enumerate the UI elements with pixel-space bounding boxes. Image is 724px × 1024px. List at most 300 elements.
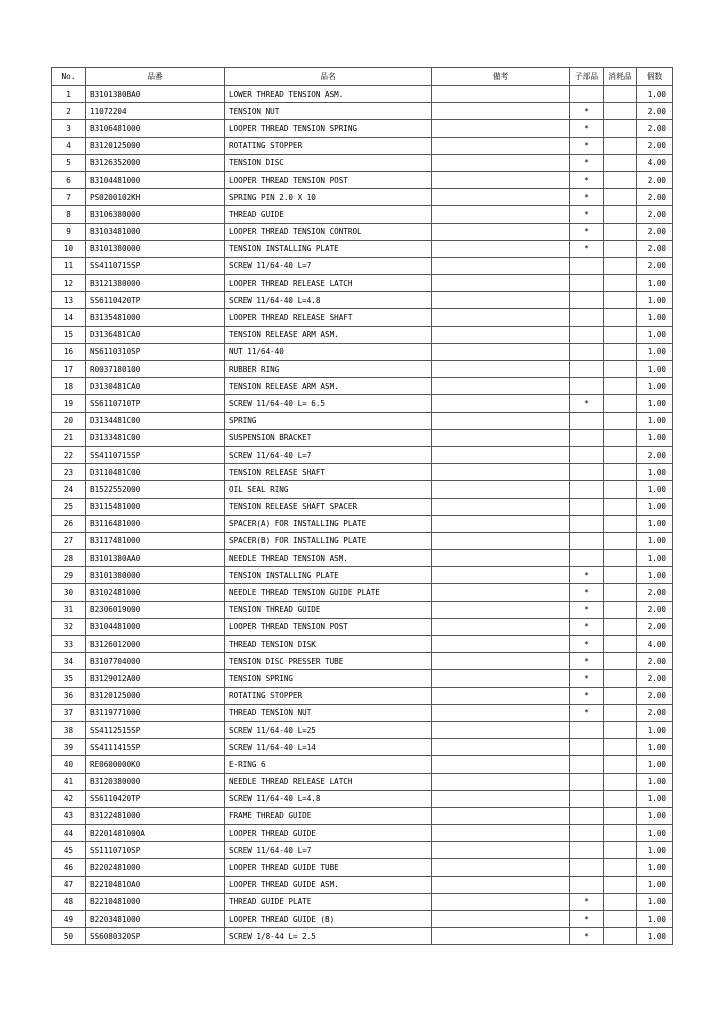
cell-consumable: [604, 532, 637, 549]
cell-consumable: [604, 343, 637, 360]
cell-child-part: *: [570, 103, 604, 120]
cell-quantity: 1.00: [637, 721, 673, 738]
cell-quantity: 1.00: [637, 515, 673, 532]
cell-name: SCREW 1/8-44 L= 2.5: [225, 928, 432, 945]
cell-consumable: [604, 240, 637, 257]
cell-no: 25: [52, 498, 86, 515]
cell-consumable: [604, 326, 637, 343]
cell-no: 44: [52, 825, 86, 842]
table-row: [52, 721, 673, 738]
header-no: No.: [52, 68, 86, 86]
cell-child-part: [570, 412, 604, 429]
header-child-part: 子部品: [570, 68, 604, 86]
table-row: [52, 464, 673, 481]
cell-quantity: 2.00: [637, 257, 673, 274]
cell-child-part: *: [570, 240, 604, 257]
cell-part-no: 11072204: [86, 103, 225, 120]
cell-quantity: 2.00: [637, 223, 673, 240]
cell-remarks: [432, 343, 570, 360]
cell-remarks: [432, 515, 570, 532]
table-row: [52, 739, 673, 756]
cell-no: 31: [52, 601, 86, 618]
cell-child-part: *: [570, 893, 604, 910]
cell-quantity: 1.00: [637, 343, 673, 360]
cell-quantity: 2.00: [637, 137, 673, 154]
cell-no: 20: [52, 412, 86, 429]
cell-quantity: 1.00: [637, 567, 673, 584]
cell-remarks: [432, 498, 570, 515]
cell-quantity: 1.00: [637, 807, 673, 824]
cell-consumable: [604, 429, 637, 446]
cell-name: SCREW 11/64-40 L=25: [225, 721, 432, 738]
cell-child-part: [570, 842, 604, 859]
cell-part-no: R0037180100: [86, 361, 225, 378]
cell-child-part: *: [570, 928, 604, 945]
cell-consumable: [604, 773, 637, 790]
cell-child-part: [570, 532, 604, 549]
table-row: [52, 361, 673, 378]
cell-part-no: SS6080320SP: [86, 928, 225, 945]
table-row: [52, 773, 673, 790]
cell-quantity: 1.00: [637, 928, 673, 945]
cell-name: FRAME THREAD GUIDE: [225, 807, 432, 824]
cell-quantity: 1.00: [637, 859, 673, 876]
cell-remarks: [432, 584, 570, 601]
cell-part-no: B3106481000: [86, 120, 225, 137]
cell-remarks: [432, 721, 570, 738]
table-row: [52, 893, 673, 910]
cell-part-no: D3136481CA0: [86, 326, 225, 343]
cell-consumable: [604, 206, 637, 223]
cell-no: 22: [52, 446, 86, 463]
cell-quantity: 1.00: [637, 532, 673, 549]
cell-remarks: [432, 154, 570, 171]
cell-part-no: SS4110715SP: [86, 257, 225, 274]
cell-remarks: [432, 481, 570, 498]
table-row: [52, 154, 673, 171]
cell-remarks: [432, 825, 570, 842]
cell-quantity: 4.00: [637, 636, 673, 653]
cell-no: 9: [52, 223, 86, 240]
cell-consumable: [604, 876, 637, 893]
cell-consumable: [604, 86, 637, 103]
table-row: [52, 103, 673, 120]
table-row: [52, 481, 673, 498]
cell-name: SCREW 11/64-40 L=7: [225, 257, 432, 274]
cell-quantity: 2.00: [637, 103, 673, 120]
cell-no: 24: [52, 481, 86, 498]
cell-name: NEEDLE THREAD TENSION ASM.: [225, 550, 432, 567]
parts-list-table: [51, 67, 673, 945]
cell-child-part: [570, 498, 604, 515]
cell-part-no: B3126012000: [86, 636, 225, 653]
cell-child-part: *: [570, 618, 604, 635]
cell-quantity: 1.00: [637, 498, 673, 515]
cell-no: 43: [52, 807, 86, 824]
cell-part-no: B3107704000: [86, 653, 225, 670]
table-header-row: [52, 68, 673, 86]
cell-part-no: B3101380AA0: [86, 550, 225, 567]
cell-child-part: [570, 773, 604, 790]
table-row: [52, 636, 673, 653]
cell-remarks: [432, 893, 570, 910]
cell-remarks: [432, 292, 570, 309]
cell-no: 5: [52, 154, 86, 171]
cell-remarks: [432, 618, 570, 635]
cell-child-part: [570, 876, 604, 893]
cell-part-no: B3135481000: [86, 309, 225, 326]
cell-child-part: [570, 257, 604, 274]
table-row: [52, 807, 673, 824]
cell-child-part: *: [570, 584, 604, 601]
cell-remarks: [432, 361, 570, 378]
cell-no: 13: [52, 292, 86, 309]
cell-part-no: SS1110710SP: [86, 842, 225, 859]
cell-remarks: [432, 807, 570, 824]
cell-child-part: *: [570, 206, 604, 223]
cell-quantity: 1.00: [637, 326, 673, 343]
table-row: [52, 309, 673, 326]
cell-child-part: [570, 309, 604, 326]
cell-consumable: [604, 498, 637, 515]
cell-name: LOOPER THREAD TENSION SPRING: [225, 120, 432, 137]
cell-no: 38: [52, 721, 86, 738]
cell-name: SCREW 11/64-40 L=14: [225, 739, 432, 756]
table-row: [52, 825, 673, 842]
cell-no: 35: [52, 670, 86, 687]
cell-quantity: 2.00: [637, 189, 673, 206]
cell-remarks: [432, 756, 570, 773]
cell-no: 6: [52, 171, 86, 188]
cell-child-part: [570, 825, 604, 842]
table-row: [52, 876, 673, 893]
cell-name: NEEDLE THREAD TENSION GUIDE PLATE: [225, 584, 432, 601]
cell-part-no: B3117481000: [86, 532, 225, 549]
cell-remarks: [432, 670, 570, 687]
table-row: [52, 189, 673, 206]
cell-quantity: 1.00: [637, 464, 673, 481]
cell-remarks: [432, 257, 570, 274]
cell-no: 21: [52, 429, 86, 446]
cell-child-part: *: [570, 636, 604, 653]
header-remarks: 備考: [432, 68, 570, 86]
cell-part-no: B3126352000: [86, 154, 225, 171]
cell-part-no: SS6110420TP: [86, 292, 225, 309]
table-row: [52, 550, 673, 567]
table-row: [52, 928, 673, 945]
cell-no: 17: [52, 361, 86, 378]
cell-child-part: [570, 807, 604, 824]
cell-no: 10: [52, 240, 86, 257]
cell-part-no: B3122481000: [86, 807, 225, 824]
cell-name: TENSION RELEASE SHAFT: [225, 464, 432, 481]
cell-name: THREAD TENSION NUT: [225, 704, 432, 721]
cell-consumable: [604, 825, 637, 842]
cell-quantity: 1.00: [637, 412, 673, 429]
cell-no: 4: [52, 137, 86, 154]
cell-child-part: *: [570, 171, 604, 188]
cell-remarks: [432, 429, 570, 446]
cell-name: ROTATING STOPPER: [225, 137, 432, 154]
cell-quantity: 1.00: [637, 893, 673, 910]
table-row: [52, 171, 673, 188]
cell-consumable: [604, 412, 637, 429]
cell-remarks: [432, 464, 570, 481]
cell-name: LOOPER THREAD GUIDE ASM.: [225, 876, 432, 893]
cell-child-part: *: [570, 704, 604, 721]
cell-part-no: D3130481CA0: [86, 378, 225, 395]
table-row: [52, 670, 673, 687]
cell-part-no: SS4111415SP: [86, 739, 225, 756]
cell-name: THREAD TENSION DISK: [225, 636, 432, 653]
cell-no: 37: [52, 704, 86, 721]
cell-name: LOOPER THREAD GUIDE (B): [225, 911, 432, 928]
cell-remarks: [432, 395, 570, 412]
cell-child-part: [570, 464, 604, 481]
cell-quantity: 1.00: [637, 481, 673, 498]
cell-quantity: 1.00: [637, 395, 673, 412]
cell-name: LOOPER THREAD RELEASE SHAFT: [225, 309, 432, 326]
cell-remarks: [432, 240, 570, 257]
cell-remarks: [432, 842, 570, 859]
cell-part-no: B3101380000: [86, 567, 225, 584]
cell-part-no: NS6110310SP: [86, 343, 225, 360]
cell-part-no: B3101380000: [86, 240, 225, 257]
cell-part-no: B3129012A00: [86, 670, 225, 687]
cell-quantity: 2.00: [637, 120, 673, 137]
cell-name: LOOPER THREAD GUIDE TUBE: [225, 859, 432, 876]
cell-remarks: [432, 103, 570, 120]
cell-name: LOWER THREAD TENSION ASM.: [225, 86, 432, 103]
cell-consumable: [604, 567, 637, 584]
cell-name: TENSION NUT: [225, 103, 432, 120]
cell-consumable: [604, 756, 637, 773]
cell-child-part: [570, 790, 604, 807]
cell-quantity: 2.00: [637, 584, 673, 601]
cell-name: TENSION DISC PRESSER TUBE: [225, 653, 432, 670]
cell-name: LOOPER THREAD RELEASE LATCH: [225, 275, 432, 292]
cell-child-part: [570, 292, 604, 309]
cell-quantity: 1.00: [637, 739, 673, 756]
cell-name: OIL SEAL RING: [225, 481, 432, 498]
table-row: [52, 515, 673, 532]
cell-no: 3: [52, 120, 86, 137]
cell-child-part: [570, 550, 604, 567]
cell-name: LOOPER THREAD GUIDE: [225, 825, 432, 842]
table-row: [52, 687, 673, 704]
cell-no: 2: [52, 103, 86, 120]
cell-no: 18: [52, 378, 86, 395]
cell-remarks: [432, 790, 570, 807]
cell-part-no: B3121380000: [86, 275, 225, 292]
cell-part-no: RE0600000K0: [86, 756, 225, 773]
cell-no: 12: [52, 275, 86, 292]
cell-part-no: SS4112515SP: [86, 721, 225, 738]
cell-quantity: 1.00: [637, 292, 673, 309]
cell-name: SCREW 11/64-40 L=7: [225, 446, 432, 463]
cell-consumable: [604, 292, 637, 309]
cell-name: THREAD GUIDE: [225, 206, 432, 223]
cell-consumable: [604, 739, 637, 756]
table-row: [52, 567, 673, 584]
cell-consumable: [604, 550, 637, 567]
cell-remarks: [432, 326, 570, 343]
cell-child-part: [570, 326, 604, 343]
cell-name: LOOPER THREAD TENSION POST: [225, 618, 432, 635]
cell-no: 11: [52, 257, 86, 274]
header-name: 品名: [225, 68, 432, 86]
cell-consumable: [604, 103, 637, 120]
header-quantity: 個数: [637, 68, 673, 86]
cell-name: E-RING 6: [225, 756, 432, 773]
cell-quantity: 1.00: [637, 911, 673, 928]
parts-list-sheet: [51, 67, 673, 945]
cell-consumable: [604, 120, 637, 137]
cell-name: NUT 11/64-40: [225, 343, 432, 360]
cell-no: 40: [52, 756, 86, 773]
table-row: [52, 206, 673, 223]
cell-remarks: [432, 653, 570, 670]
cell-part-no: B1522552000: [86, 481, 225, 498]
cell-consumable: [604, 618, 637, 635]
cell-child-part: *: [570, 154, 604, 171]
cell-remarks: [432, 137, 570, 154]
cell-no: 29: [52, 567, 86, 584]
cell-quantity: 2.00: [637, 618, 673, 635]
cell-part-no: B3119771000: [86, 704, 225, 721]
table-body: [52, 86, 673, 945]
cell-child-part: *: [570, 395, 604, 412]
table-row: [52, 412, 673, 429]
cell-remarks: [432, 859, 570, 876]
cell-remarks: [432, 911, 570, 928]
cell-quantity: 1.00: [637, 756, 673, 773]
cell-consumable: [604, 893, 637, 910]
cell-no: 23: [52, 464, 86, 481]
cell-part-no: B2210481OA0: [86, 876, 225, 893]
cell-no: 34: [52, 653, 86, 670]
cell-name: SCREW 11/64-40 L= 6.5: [225, 395, 432, 412]
cell-name: SUSPENSION BRACKET: [225, 429, 432, 446]
cell-consumable: [604, 309, 637, 326]
table-row: [52, 653, 673, 670]
cell-quantity: 1.00: [637, 378, 673, 395]
cell-name: TENSION RELEASE ARM ASM.: [225, 326, 432, 343]
cell-remarks: [432, 275, 570, 292]
cell-consumable: [604, 687, 637, 704]
cell-child-part: *: [570, 189, 604, 206]
cell-consumable: [604, 790, 637, 807]
cell-consumable: [604, 842, 637, 859]
cell-name: TENSION INSTALLING PLATE: [225, 567, 432, 584]
table-row: [52, 292, 673, 309]
table-row: [52, 326, 673, 343]
cell-part-no: D3133481C00: [86, 429, 225, 446]
cell-remarks: [432, 171, 570, 188]
cell-name: LOOPER THREAD TENSION CONTROL: [225, 223, 432, 240]
cell-remarks: [432, 223, 570, 240]
cell-name: NEEDLE THREAD RELEASE LATCH: [225, 773, 432, 790]
cell-remarks: [432, 378, 570, 395]
cell-remarks: [432, 687, 570, 704]
cell-consumable: [604, 137, 637, 154]
cell-remarks: [432, 189, 570, 206]
cell-remarks: [432, 636, 570, 653]
cell-no: 36: [52, 687, 86, 704]
cell-consumable: [604, 653, 637, 670]
cell-consumable: [604, 584, 637, 601]
cell-name: SCREW 11/64-40 L=4.8: [225, 292, 432, 309]
cell-consumable: [604, 928, 637, 945]
cell-part-no: B3120125000: [86, 687, 225, 704]
cell-consumable: [604, 515, 637, 532]
cell-remarks: [432, 567, 570, 584]
cell-quantity: 1.00: [637, 825, 673, 842]
cell-part-no: B3104481000: [86, 618, 225, 635]
cell-name: TENSION SPRING: [225, 670, 432, 687]
cell-part-no: B2203481000: [86, 911, 225, 928]
cell-name: THREAD GUIDE PLATE: [225, 893, 432, 910]
cell-quantity: 1.00: [637, 773, 673, 790]
table-row: [52, 343, 673, 360]
cell-no: 16: [52, 343, 86, 360]
cell-name: TENSION RELEASE SHAFT SPACER: [225, 498, 432, 515]
cell-consumable: [604, 721, 637, 738]
cell-consumable: [604, 154, 637, 171]
cell-remarks: [432, 309, 570, 326]
cell-consumable: [604, 446, 637, 463]
cell-child-part: [570, 343, 604, 360]
cell-child-part: [570, 859, 604, 876]
cell-no: 48: [52, 893, 86, 910]
cell-remarks: [432, 739, 570, 756]
cell-child-part: [570, 721, 604, 738]
cell-no: 30: [52, 584, 86, 601]
cell-quantity: 2.00: [637, 653, 673, 670]
cell-quantity: 2.00: [637, 171, 673, 188]
cell-quantity: 1.00: [637, 429, 673, 446]
cell-name: SPRING: [225, 412, 432, 429]
cell-child-part: [570, 515, 604, 532]
cell-part-no: B2201481000A: [86, 825, 225, 842]
cell-no: 45: [52, 842, 86, 859]
cell-name: LOOPER THREAD TENSION POST: [225, 171, 432, 188]
cell-part-no: B2306019000: [86, 601, 225, 618]
cell-quantity: 4.00: [637, 154, 673, 171]
cell-quantity: 1.00: [637, 275, 673, 292]
cell-child-part: [570, 378, 604, 395]
cell-quantity: 2.00: [637, 601, 673, 618]
cell-part-no: SS6110420TP: [86, 790, 225, 807]
cell-no: 7: [52, 189, 86, 206]
cell-child-part: *: [570, 653, 604, 670]
cell-no: 41: [52, 773, 86, 790]
cell-child-part: *: [570, 911, 604, 928]
cell-name: TENSION DISC: [225, 154, 432, 171]
cell-name: SCREW 11/64-40 L=7: [225, 842, 432, 859]
cell-name: SPRING PIN 2.0 X 10: [225, 189, 432, 206]
cell-quantity: 2.00: [637, 670, 673, 687]
table-row: [52, 257, 673, 274]
cell-remarks: [432, 532, 570, 549]
cell-quantity: 2.00: [637, 206, 673, 223]
cell-remarks: [432, 773, 570, 790]
cell-quantity: 1.00: [637, 309, 673, 326]
cell-child-part: [570, 86, 604, 103]
cell-no: 14: [52, 309, 86, 326]
cell-no: 1: [52, 86, 86, 103]
cell-quantity: 2.00: [637, 446, 673, 463]
